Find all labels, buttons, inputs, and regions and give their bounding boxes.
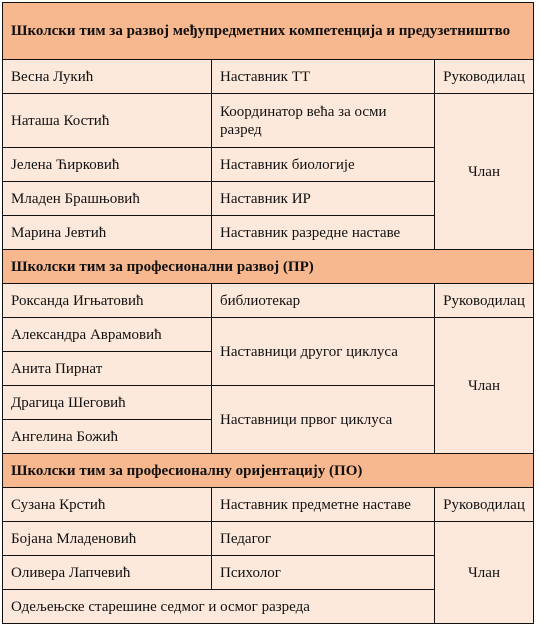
member-name: Ангелина Божић — [3, 420, 212, 454]
section-title: Школски тим за професионални развој (ПР) — [3, 250, 534, 284]
member-position: Наставник ТТ — [212, 60, 435, 94]
member-name: Наташа Костић — [3, 94, 212, 148]
member-role: Руководилац — [435, 488, 534, 522]
section-header-row — [3, 250, 534, 284]
section-header-row — [3, 3, 534, 60]
member-position: Психолог — [212, 556, 435, 590]
member-name: Марина Јевтић — [3, 216, 212, 250]
member-name: Драгица Шеговић — [3, 386, 212, 420]
member-role: Руководилац — [435, 60, 534, 94]
table-row — [3, 318, 534, 352]
member-position: Наставник разредне наставе — [212, 216, 435, 250]
member-name: Оливера Лапчевић — [3, 556, 212, 590]
member-position: Наставник ИР — [212, 182, 435, 216]
member-position: Наставници другог циклуса — [212, 318, 435, 386]
table-row — [3, 522, 534, 556]
member-position: Координатор већа за осми разред — [212, 94, 435, 148]
member-name: Сузана Крстић — [3, 488, 212, 522]
footer-note: Одељењске старешине седмог и осмог разреда — [3, 590, 435, 624]
member-role: Члан — [435, 318, 534, 454]
member-name: Роксанда Игњатовић — [3, 284, 212, 318]
member-position: Педагог — [212, 522, 435, 556]
member-role: Члан — [435, 94, 534, 250]
member-role: Руководилац — [435, 284, 534, 318]
member-position: Наставници првог циклуса — [212, 386, 435, 454]
member-name: Весна Лукић — [3, 60, 212, 94]
member-name: Младен Брашњовић — [3, 182, 212, 216]
member-position: Наставник биологије — [212, 148, 435, 182]
table-row — [3, 284, 534, 318]
member-name: Јелена Ћирковић — [3, 148, 212, 182]
table-row — [3, 488, 534, 522]
member-position: библиотекар — [212, 284, 435, 318]
member-name: Бојана Младеновић — [3, 522, 212, 556]
table-row — [3, 60, 534, 94]
section-title: Школски тим за професионалну оријентацију (ПО) — [3, 454, 534, 488]
member-position: Наставник предметне наставе — [212, 488, 435, 522]
section-title: Школски тим за развој међупредметних компетенција и предузетништво — [3, 3, 534, 60]
section-header-row — [3, 454, 534, 488]
member-name: Александра Аврамовић — [3, 318, 212, 352]
member-role: Члан — [435, 522, 534, 624]
teams-table — [2, 2, 534, 624]
member-name: Анита Пирнат — [3, 352, 212, 386]
table-row — [3, 94, 534, 148]
